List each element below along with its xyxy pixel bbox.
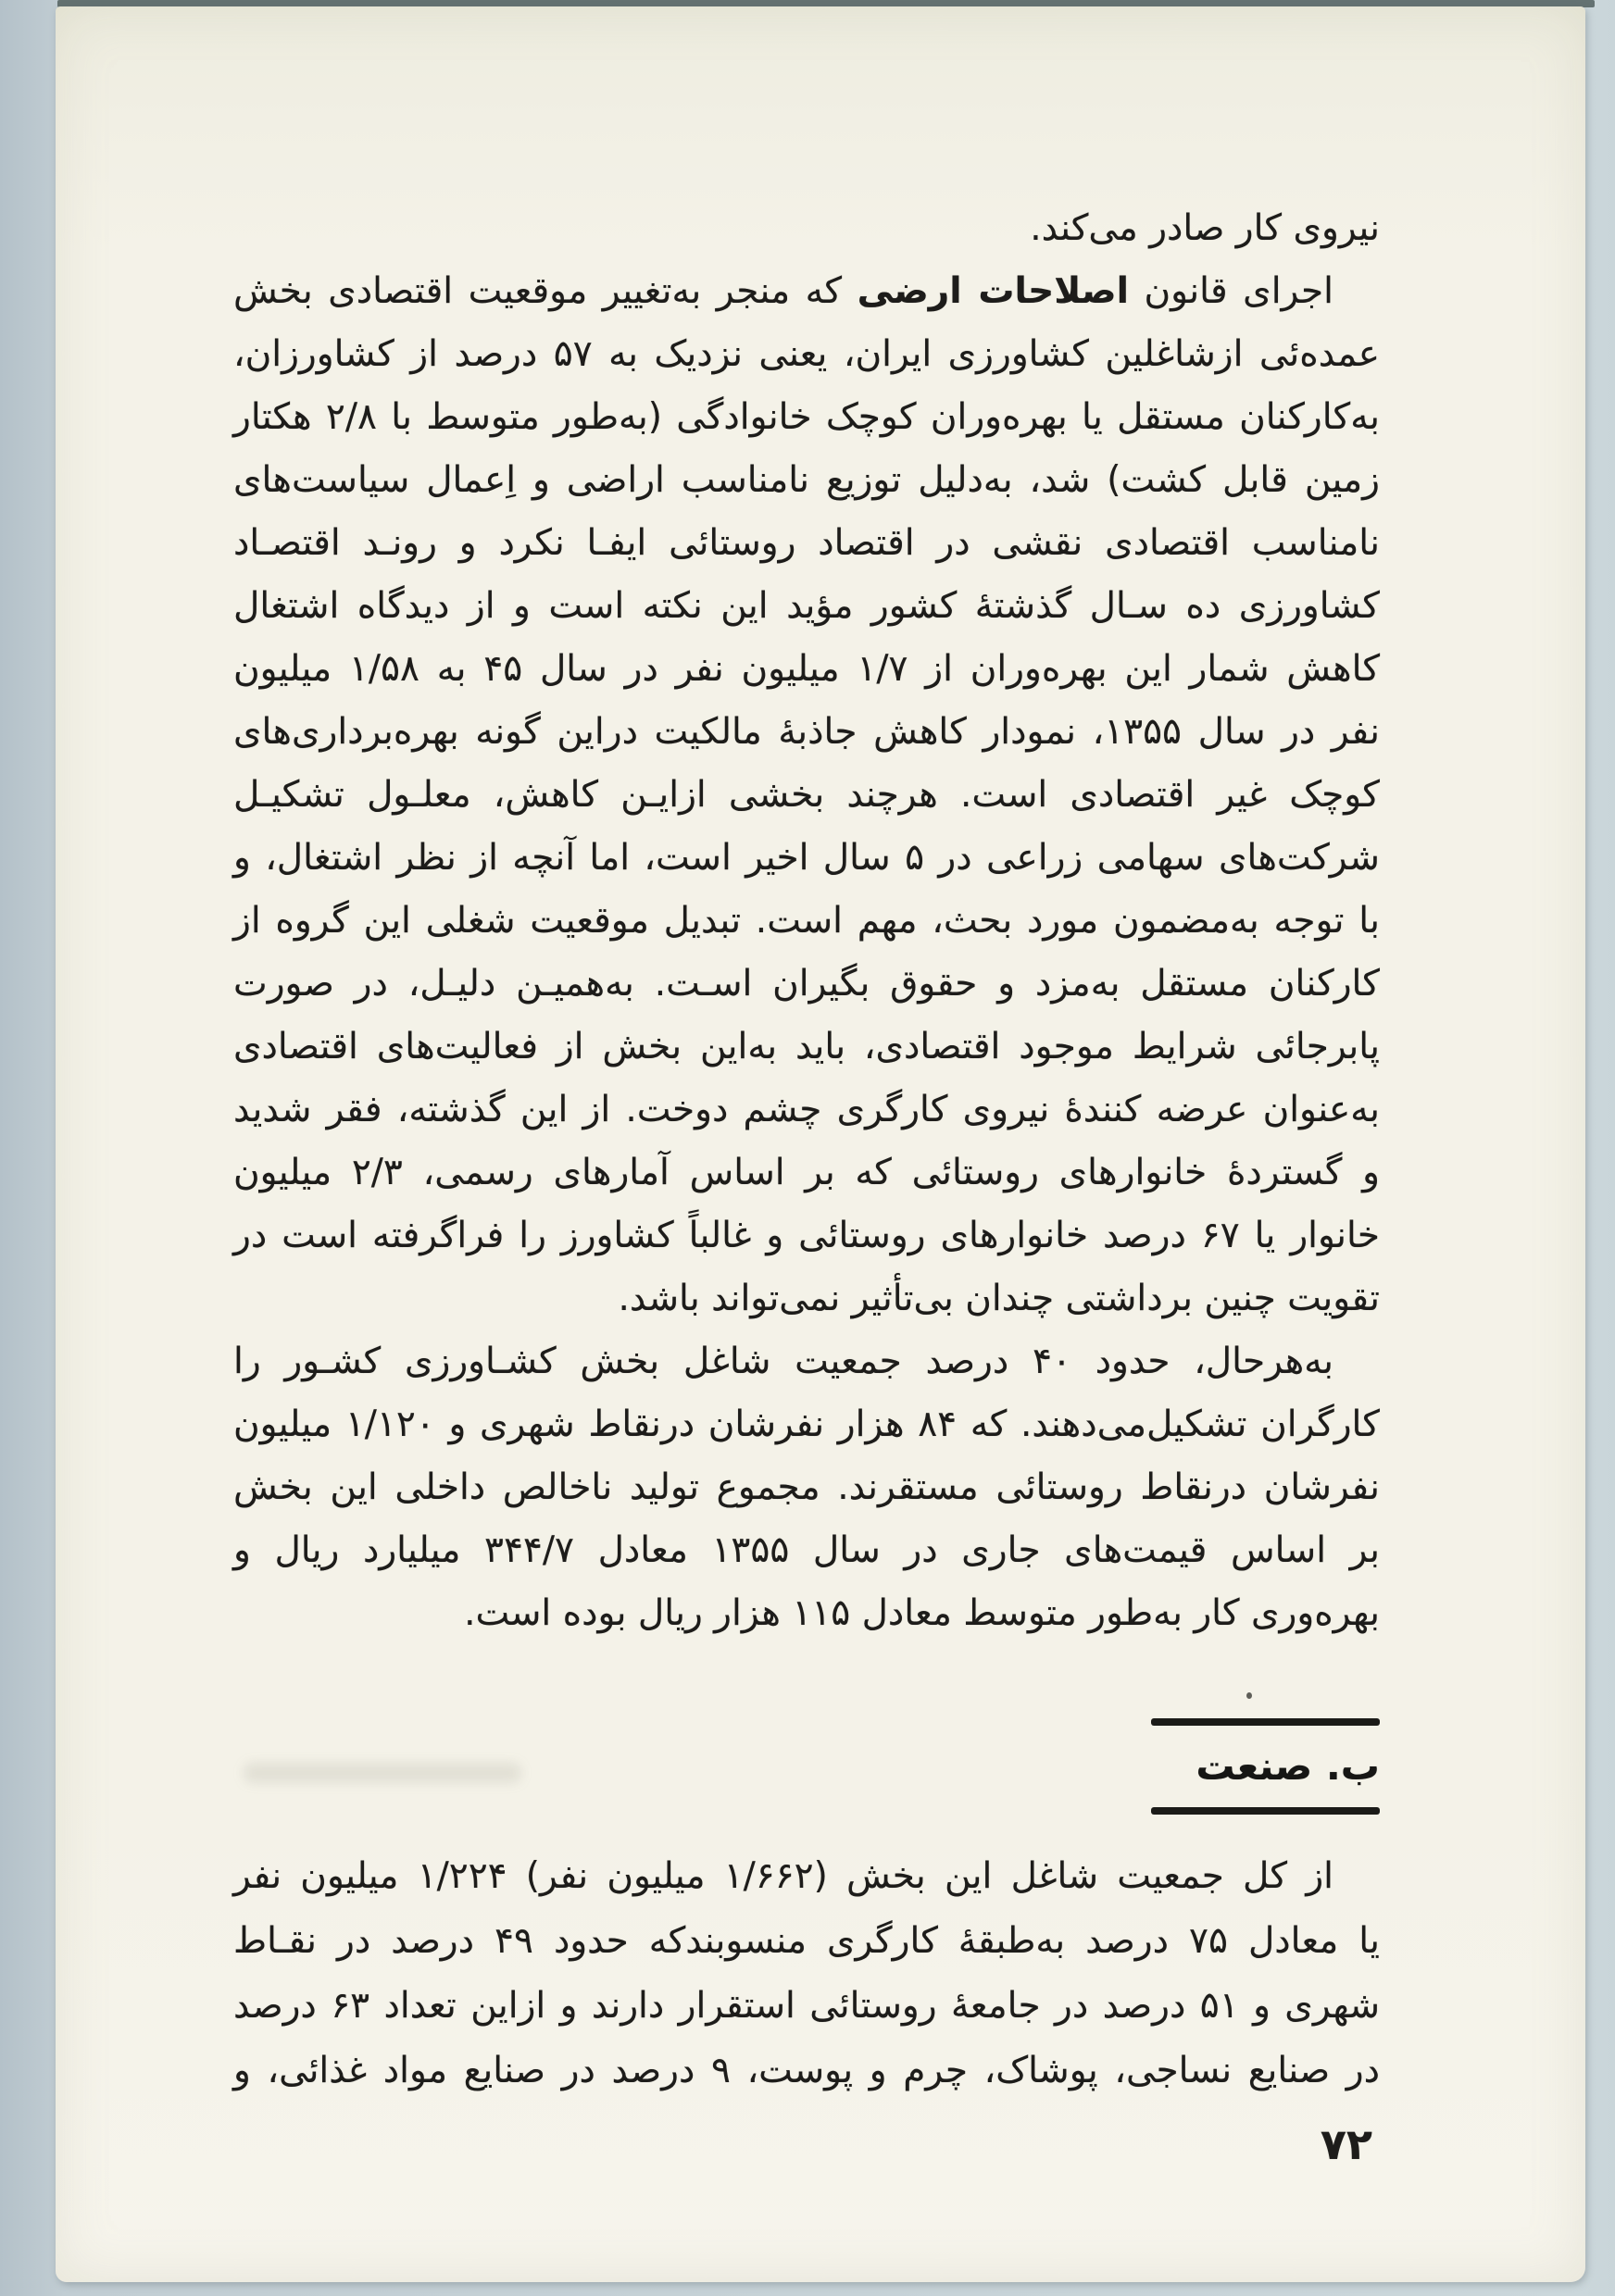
text-line-06: نامناسب اقتصادی نقشی در اقتصاد روستائی ایفـا نکرد و رونـد اقتصـاد [233,522,1380,564]
heading-rule-bottom [1151,1807,1380,1815]
text-line-12: با توجه به‌مضمون مورد بحث، مهم است. تبدیل موقعیت شغلی این گروه از [233,900,1380,942]
text-line-17: خانوار یا ۶۷ درصد خانوارهای روستائی و غالباً کشاورز را فراگرفته است در [233,1215,1380,1256]
industry-text-block [233,1844,1380,2103]
text-line-20: کارگران تشکیل‌می‌دهند. که ۸۴ هزار نفرشان درنقاط شهری و ۱/۱۲۰ میلیون [233,1404,1380,1445]
text-line-24: از کل جمعیت شاغل این بخش (۱/۶۶۲ میلیون نفر) ۱/۲۲۴ میلیون نفر [233,1855,1333,1897]
heading-rule-top [1151,1718,1380,1726]
text-line-27: در صنایع نساجی، پوشاک، چرم و پوست، ۹ درصد در صنایع مواد غذائی، و [233,2050,1380,2091]
text-line-16: و گستردۀ خانوارهای روستائی که بر اساس آمارهای رسمی، ۲/۳ میلیون [233,1152,1380,1193]
text-line-11: شرکت‌های سهامی زراعی در ۵ سال اخیر است، اما آنچه از نظر اشتغال، و [233,837,1380,879]
text-line-13: کارکنان مستقل به‌مزد و حقوق بگیران اسـت. به‌همیـن دلیـل، در صورت [233,963,1380,1004]
section-heading-industry [1151,1718,1380,1815]
text-line-14: پابرجائی شرایط موجود اقتصادی، باید به‌این بخش از فعالیت‌های اقتصادی [233,1026,1380,1067]
page-number: ۷۲ [1320,2119,1372,2169]
scan-smudge [244,1763,521,1783]
text-line-22: بر اساس قیمت‌های جاری در سال ۱۳۵۵ معادل ۳۴۴/۷ میلیارد ریال و [233,1529,1381,1571]
ink-speck [1246,1692,1252,1699]
text-line-01: نیروی کار صادر می‌کند. [1030,207,1380,249]
text-line-26: شهری و ۵۱ درصد در جامعۀ روستائی استقرار دارند و ازاین تعداد ۶۳ درصد [233,1985,1381,2027]
text-line-05: زمین قابل کشت) شد، به‌دلیل توزیع نامناسب اراضی و اِعمال سیاست‌های [233,459,1380,501]
text-line-19: به‌هرحال، حدود ۴۰ درصد جمعیت شاغل بخش کشـاورزی کشـور را [233,1341,1333,1382]
text-line-23: بهره‌وری کار به‌طور متوسط معادل ۱۱۵ هزار ریال بوده است. [464,1592,1380,1634]
text-line-15: به‌عنوان عرضه کنندۀ نیروی کارگری چشم دوخت. از این گذشته، فقر شدید [233,1089,1380,1130]
text-line-02 [233,260,1380,323]
text-line-25: یا معادل ۷۵ درصد به‌طبقۀ کارگری منسوبندکه حدود ۴۹ درصد در نقـاط [233,1920,1380,1962]
text-line-21: نفرشان درنقاط روستائی مستقرند. مجموع تولید ناخالص داخلی این بخش [233,1466,1380,1508]
text-line-10: کوچک غیر اقتصادی است. هرچند بخشی ازایـن کاهش، معلـول تشکیـل [233,774,1380,816]
section-heading-label: ب. صنعت [1196,1743,1380,1789]
text-line-08: کاهش شمار این بهره‌وران از ۱/۷ میلیون نفر در سال ۴۵ به ۱/۵۸ میلیون [233,648,1381,690]
bold-term-land-reform: اصلاحات ارضی [857,270,1129,312]
text-line-03: عمده‌ئی ازشاغلین کشاورزی ایران، یعنی نزدیک به ۵۷ درصد از کشاورزان، [233,333,1380,375]
text-line-07: کشاورزی ده سـال گذشتۀ کشور مؤید این نکته است و از دیدگاه اشتغال [233,585,1380,627]
text-run: که منجر به‌تغییر موقعیت اقتصادی بخش [233,270,858,312]
body-text-block [233,197,1380,1645]
text-line-09: نفر در سال ۱۳۵۵، نمودار کاهش جاذبۀ مالکیت دراین گونه بهره‌برداری‌های [233,711,1381,753]
text-line-18: تقویت چنین برداشتی چندان بی‌تأثیر نمی‌تواند باشد. [618,1278,1380,1319]
text-run: اجرای قانون [1128,270,1333,312]
text-line-04: به‌کارکنان مستقل یا بهره‌وران کوچک خانوادگی (به‌طور متوسط با ۲/۸ هکتار [233,396,1380,438]
